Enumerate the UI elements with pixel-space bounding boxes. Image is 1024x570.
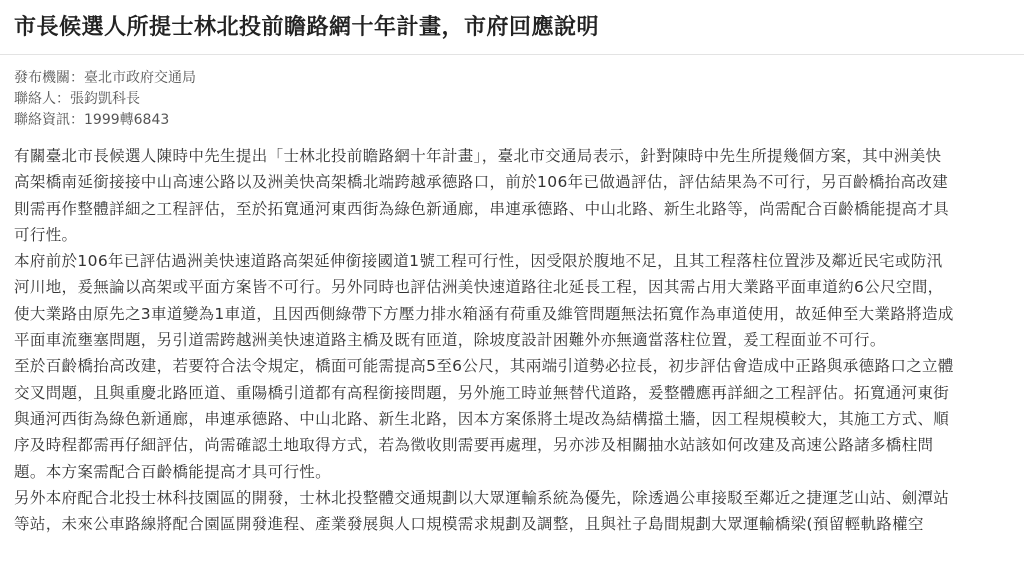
paragraph-2 [14,248,1012,353]
release-meta [14,68,196,131]
paragraph-line: 序及時程都需再仔細評估，尚需確認土地取得方式，若為徵收則需要再處理，另亦涉及相關抽水站該如何改建及高速公路諸多橋柱問 [14,436,934,455]
paragraph-line: 則需再作整體詳細之工程評估，至於拓寬通河東西街為綠色新通廊，串連承德路、中山北路、新生北路等，尚需配合百齡橋能提高才具 [14,199,950,218]
phone-value: 1999轉6843 [84,112,170,128]
phone-line [14,110,196,131]
article-body [14,143,1012,537]
phone-label: 聯絡資訊： [14,112,84,128]
paragraph-line: 另外本府配合北投士林科技園區的開發，士林北投整體交通規劃以大眾運輸系統為優先，除透過公車接駁至鄰近之捷運芝山站、劍潭站 [14,488,950,507]
paragraph-line: 本府前於106年已評估過洲美快速道路高架延伸銜接國道1號工程可行性，因受限於腹地不足，且其工程落柱位置涉及鄰近民宅或防汛 [14,252,943,271]
paragraph-line: 可行性。 [14,225,78,244]
agency-label: 發布機關： [14,70,84,86]
page-title: 市長候選人所提士林北投前瞻路網十年計畫，市府回應說明 [14,15,600,40]
contact-line [14,89,196,110]
paragraph-line: 河川地，爰無論以高架或平面方案皆不可行。另外同時也評估洲美快速道路往北延長工程，因其需占用大業路平面車道約6公尺空間， [14,278,944,297]
paragraph-line: 等站，未來公車路線將配合園區開發進程、產業發展與人口規模需求規劃及調整，且與社子島間規劃大眾運輸橋梁(預留輕軌路權空 [14,515,924,534]
paragraph-4 [14,485,1012,538]
contact-label: 聯絡人： [14,91,70,107]
agency-line [14,68,196,89]
paragraph-line: 至於百齡橋抬高改建，若要符合法令規定，橋面可能需提高5至6公尺，其兩端引道勢必拉長，初步評估會造成中正路與承德路口之立體 [14,357,954,376]
paragraph-line: 與通河西街為綠色新通廊，串連承德路、中山北路、新生北路，因本方案係將土堤改為結構擋土牆，因工程規模較大，其施工方式、順 [14,409,950,428]
agency-value: 臺北市政府交通局 [84,70,196,86]
title-divider [0,54,1024,55]
contact-value: 張鈞凱科長 [70,91,140,107]
paragraph-line: 交叉問題，且與重慶北路匝道、重陽橋引道都有高程銜接問題，另外施工時並無替代道路，爰整體應再詳細之工程評估。拓寬通河東街 [14,383,950,402]
paragraph-line: 平面車流壅塞問題，另引道需跨越洲美快速道路主橋及既有匝道，除坡度設計困難外亦無適當落柱位置，爰工程面並不可行。 [14,331,886,350]
paragraph-line: 使大業路由原先之3車道變為1車道，且因西側綠帶下方壓力排水箱涵有荷重及維管問題無法拓寬作為車道使用，故延伸至大業路將造成 [14,304,954,323]
paragraph-1 [14,143,1012,248]
paragraph-line: 高架橋南延銜接接中山高速公路以及洲美快高架橋北端跨越承德路口，前於106年已做過評估，評估結果為不可行，另百齡橋抬高改建 [14,173,949,192]
paragraph-line: 題。本方案需配合百齡橋能提高才具可行性。 [14,462,332,481]
paragraph-3 [14,353,1012,484]
paragraph-line: 有關臺北市長候選人陳時中先生提出「士林北投前瞻路網十年計畫」，臺北市交通局表示，針對陳時中先生所提幾個方案，其中洲美快 [14,147,942,165]
